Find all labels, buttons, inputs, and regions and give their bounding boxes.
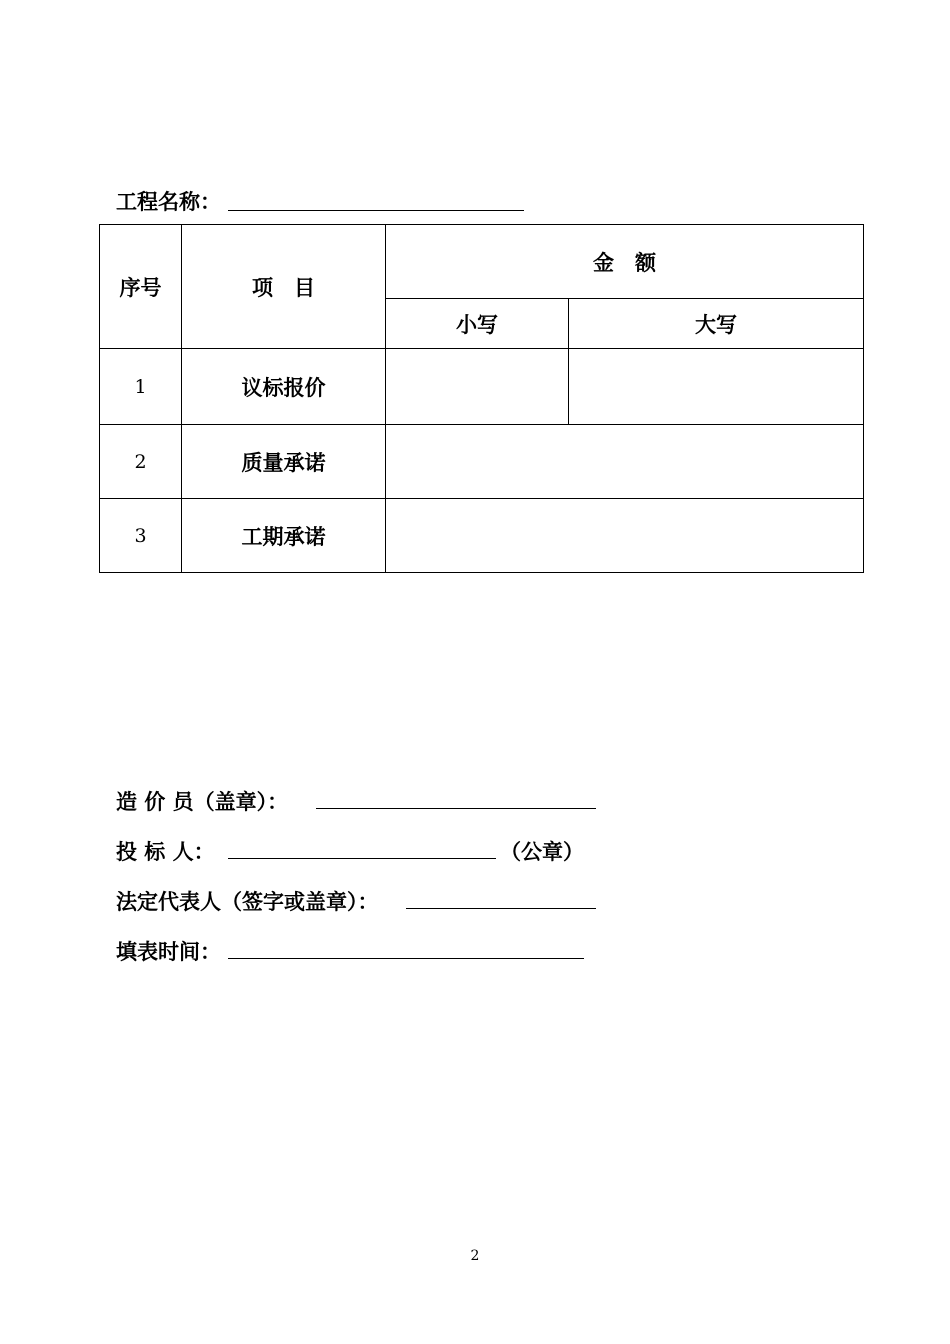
quality-commitment-cell[interactable] — [386, 425, 864, 499]
header-item: 项 目 — [182, 225, 386, 349]
bidder-label: 投 标 人： — [116, 840, 215, 864]
row-index: 1 — [100, 349, 182, 425]
bidder-seal-suffix: （公章） — [500, 840, 584, 864]
legal-representative-field[interactable] — [406, 908, 596, 909]
table-row — [100, 499, 864, 573]
header-amount: 金 额 — [386, 225, 864, 299]
table-row — [100, 425, 864, 499]
table-row — [100, 349, 864, 425]
row-index: 3 — [100, 499, 182, 573]
page-number: 2 — [470, 1248, 480, 1264]
bid-summary-table — [99, 224, 864, 573]
legal-representative-label: 法定代表人（签字或盖章）： — [116, 890, 379, 914]
fill-date-label: 填表时间： — [116, 940, 221, 964]
row-item: 质量承诺 — [182, 425, 386, 499]
header-index: 序号 — [100, 225, 182, 349]
bidder-field[interactable] — [228, 858, 496, 859]
cost-engineer-field[interactable] — [316, 808, 596, 809]
bid-price-lowercase-cell[interactable] — [386, 349, 569, 425]
project-name-field[interactable] — [228, 210, 524, 211]
fill-date-field[interactable] — [228, 958, 584, 959]
row-index: 2 — [100, 425, 182, 499]
row-item: 工期承诺 — [182, 499, 386, 573]
project-name-label: 工程名称： — [116, 190, 221, 214]
header-uppercase: 大写 — [569, 299, 864, 349]
bid-price-uppercase-cell[interactable] — [569, 349, 864, 425]
cost-engineer-label: 造 价 员（盖章）： — [116, 790, 289, 814]
header-lowercase: 小写 — [386, 299, 569, 349]
row-item: 议标报价 — [182, 349, 386, 425]
schedule-commitment-cell[interactable] — [386, 499, 864, 573]
